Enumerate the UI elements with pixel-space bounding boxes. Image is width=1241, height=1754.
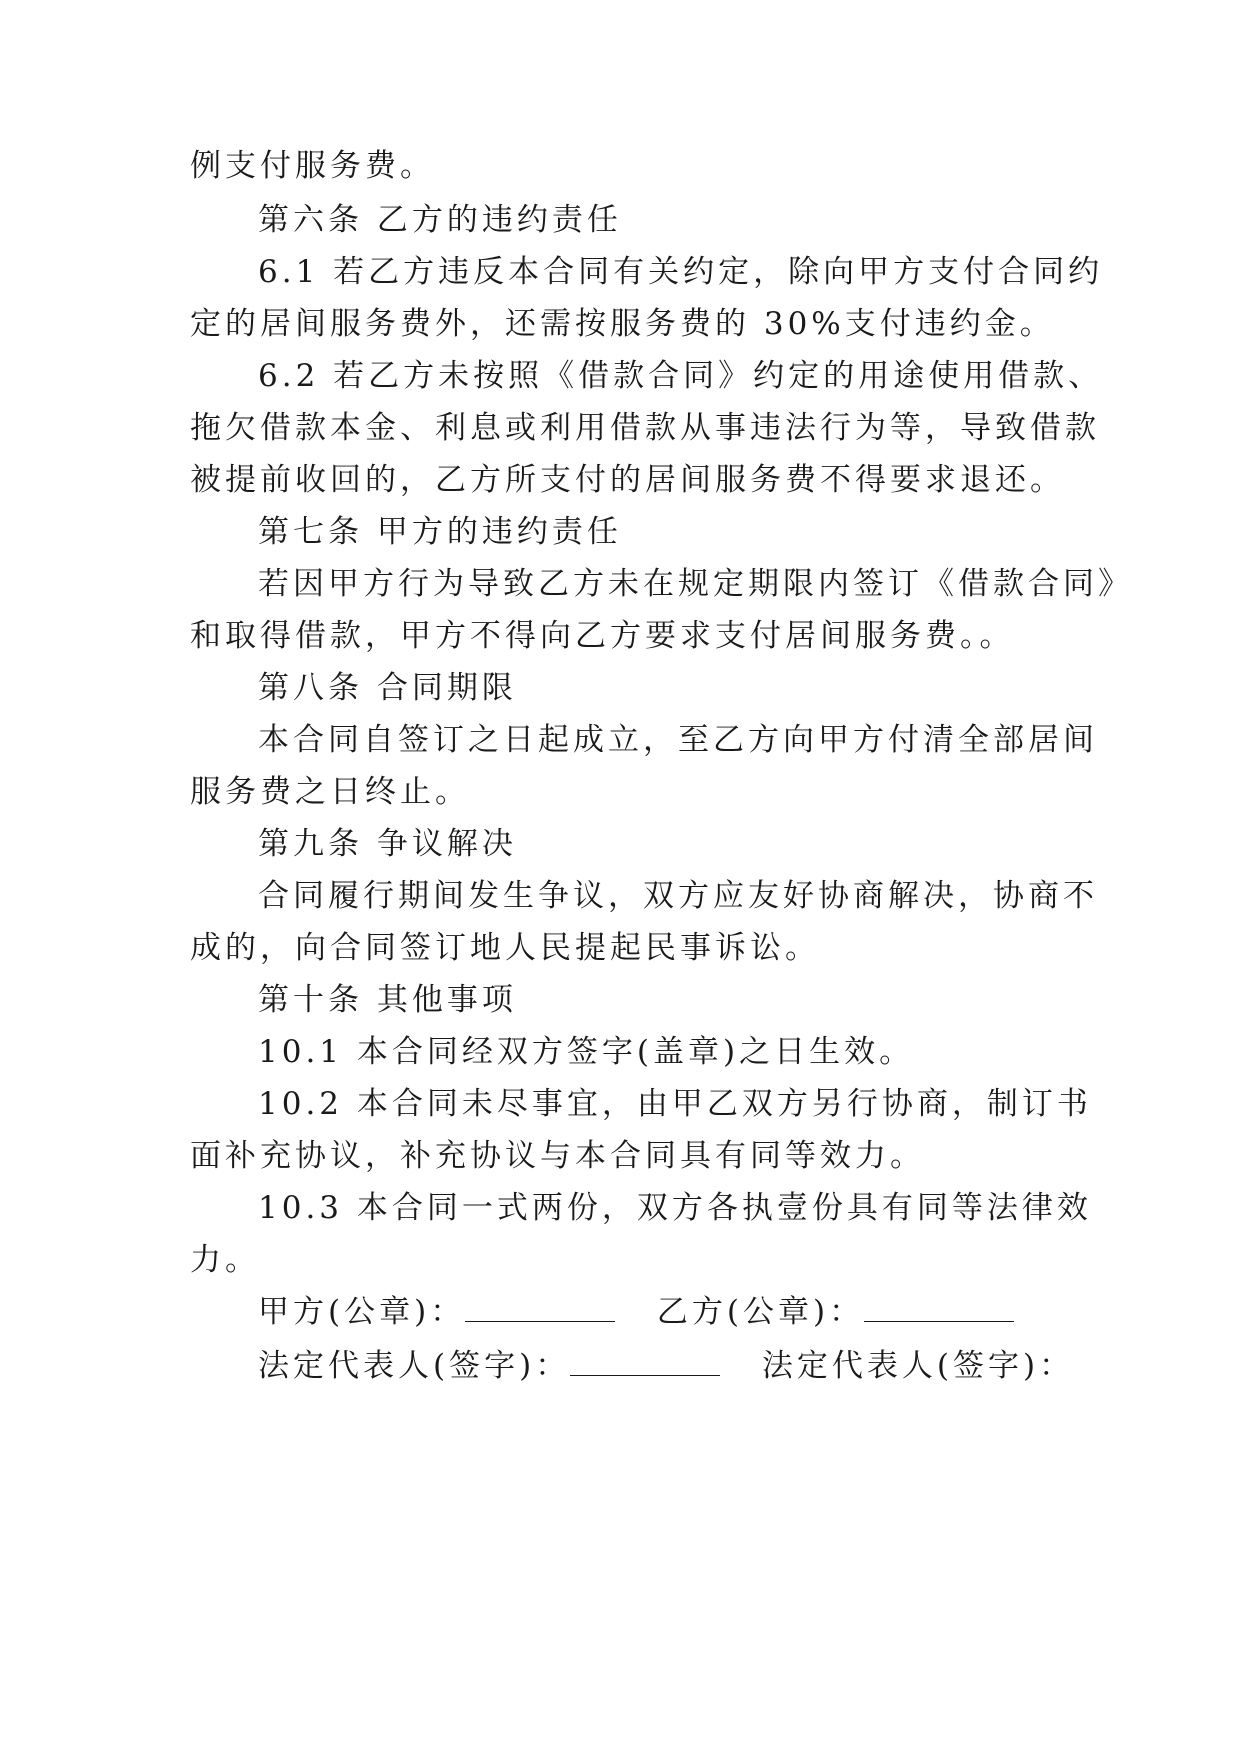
paragraph-line: 合同履行期间发生争议，双方应友好协商解决，协商不 xyxy=(258,878,1098,914)
section-heading-10: 第十条 其他事项 xyxy=(258,982,517,1018)
party-b-seal-blank xyxy=(864,1297,1014,1322)
party-a-seal-label: 甲方(公章)： xyxy=(258,1294,466,1330)
paragraph-line: 若因甲方行为导致乙方未在规定期限内签订《借款合同》 xyxy=(258,566,1133,602)
party-a-seal-blank xyxy=(465,1297,615,1322)
paragraph-line: 本合同自签订之日起成立，至乙方向甲方付清全部居间 xyxy=(258,722,1098,758)
paragraph-line: 6.1 若乙方违反本合同有关约定，除向甲方支付合同约 xyxy=(258,254,1104,290)
paragraph-line: 10.2 本合同未尽事宜，由甲乙双方另行协商，制订书 xyxy=(258,1086,1092,1122)
paragraph-line: 和取得借款，甲方不得向乙方要求支付居间服务费。。 xyxy=(190,618,1015,654)
paragraph-line: 10.1 本合同经双方签字(盖章)之日生效。 xyxy=(258,1034,915,1070)
section-heading-9: 第九条 争议解决 xyxy=(258,826,517,862)
paragraph-line: 10.3 本合同一式两份，双方各执壹份具有同等法律效 xyxy=(258,1190,1092,1226)
paragraph-line: 服务费之日终止。 xyxy=(190,774,470,810)
section-heading-8: 第八条 合同期限 xyxy=(258,670,517,706)
legal-rep-a-label: 法定代表人(签字)： xyxy=(258,1348,571,1384)
paragraph-line: 拖欠借款本金、利息或利用借款从事违法行为等，导致借款 xyxy=(190,410,1100,446)
section-heading-7: 第七条 甲方的违约责任 xyxy=(258,514,622,550)
legal-rep-b-label: 法定代表人(签字)： xyxy=(761,1348,1075,1384)
paragraph-line: 定的居间服务费外，还需按服务费的 30%支付违约金。 xyxy=(190,306,1055,342)
signature-row-seals xyxy=(258,1292,1014,1332)
paragraph-line: 6.2 若乙方未按照《借款合同》约定的用途使用借款、 xyxy=(258,358,1104,394)
section-heading-6: 第六条 乙方的违约责任 xyxy=(258,202,622,238)
paragraph-line: 例支付服务费。 xyxy=(190,148,435,184)
paragraph-line: 成的，向合同签订地人民提起民事诉讼。 xyxy=(190,930,820,966)
paragraph-line: 力。 xyxy=(190,1242,260,1278)
paragraph-line: 被提前收回的，乙方所支付的居间服务费不得要求退还。 xyxy=(190,462,1065,498)
legal-rep-a-blank xyxy=(570,1351,720,1376)
signature-row-representatives xyxy=(258,1346,1074,1386)
paragraph-line: 面补充协议，补充协议与本合同具有同等效力。 xyxy=(190,1138,925,1174)
party-b-seal-label: 乙方(公章)： xyxy=(656,1294,865,1330)
